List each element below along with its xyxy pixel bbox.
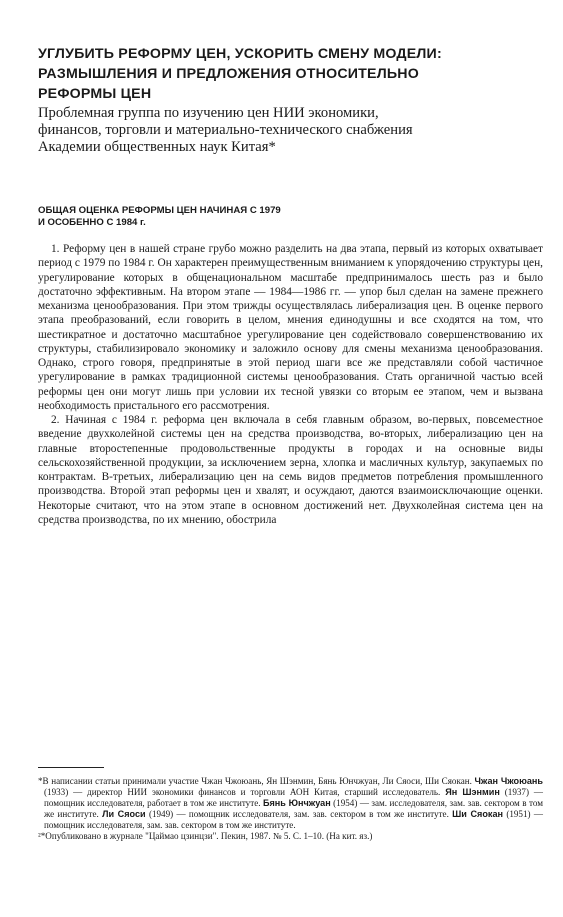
author-name: Чжан Чжоюань xyxy=(474,776,543,786)
title-line: РЕФОРМЫ ЦЕН xyxy=(38,86,152,102)
affiliation-line: Проблемная группа по изучению цен НИИ экономики, xyxy=(38,105,379,121)
footnote-divider xyxy=(38,767,104,768)
title-line: РАЗМЫШЛЕНИЯ И ПРЕДЛОЖЕНИЯ ОТНОСИТЕЛЬНО xyxy=(38,66,419,82)
article-title xyxy=(38,44,543,104)
section-heading-line: ОБЩАЯ ОЦЕНКА РЕФОРМЫ ЦЕН НАЧИНАЯ С 1979 xyxy=(38,205,281,216)
section-heading-line: И ОСОБЕННО С 1984 г. xyxy=(38,217,146,228)
footnote: ²*Опубликовано в журнале "Цаймао цзинцзи". Пекин, 1987. № 5. С. 1–10. (На кит. яз.) xyxy=(38,831,373,842)
title-line: УГЛУБИТЬ РЕФОРМУ ЦЕН, УСКОРИТЬ СМЕНУ МОДЕЛИ: xyxy=(38,46,442,62)
author-name: Ли Сяоси xyxy=(102,809,146,820)
body-text xyxy=(38,242,543,527)
section-heading xyxy=(38,205,543,229)
author-affiliation xyxy=(38,105,543,156)
paragraph: 1. Реформу цен в нашей стране грубо можно разделить на два этапа, первый из которых охватывает период с 1979 по 1984 г. Он характерен преимущественным вниманием к упорядочению структуры цен, урегулирование которых в общенациональном масштабе предпринималось шесть раз и было достаточно эффективным. На втором этапе — 1984—1986 гг. — упор был сделан на замене прежнего механизма ценообразования. При этом трижды осуществлялась либерализация цен. В оценке первого этапа преобразований, если говорить в целом, мнения единодушны и все сходятся на том, что шестикратное и достаточно масштабное урегулирование цен содействовало совершенствованию их структуры, стабилизировало экономику и заложило основу для смены механизма ценообразования. Однако, строго говоря, предпринятые в этой период шаги все же представляли собой частичное урегулирование в рамках традиционной системы ценообразования. Стать органичной частью всей реформы цен они могут лишь при условии их тесной увязки со вторым ее этапом, чем и вызвана необходимость пристального его рассмотрения. xyxy=(38,243,543,412)
footnotes xyxy=(38,776,543,843)
affiliation-line: финансов, торговли и материально-технического снабжения xyxy=(38,122,413,138)
paragraph: 2. Начиная с 1984 г. реформа цен включала в себя главным образом, во-первых, повсеместное введение двухколейной системы цен на средства производства, во-вторых, либерализацию цен на главные второстепенные продовольственные продукты в городах и на основные виды сельскохозяйственной продукции, за исключением зерна, хлопка и масличных культур, закупаемых по контрактам. В-третьих, либерализацию цен на семь видов предметов потребления промышленного производства. Второй этап реформы цен и хвалят, и осуждают, даются взаимоисключающие оценки. Некоторые считают, что на этом этапе в основном достижений нет. Двухколейная система цен на средства производства, по их мнению, обострила xyxy=(38,414,543,526)
author-name: Ян Шэнмин xyxy=(445,787,500,798)
author-name: Ши Сяокан xyxy=(452,809,503,820)
author-name: Бянь Юнчжуан xyxy=(262,798,331,809)
affiliation-line: Академии общественных наук Китая* xyxy=(38,139,276,155)
footnote: *В написании статьи принимали участие Чжан Чжоюань, Ян Шэнмин, Бянь Юнчжуан, Ли Сяоси, Ши Сяокан. Чжан Чжоюань (1933) — директор НИИ экономики финансов и торговли АОН Китая, старший исследователь. Ян Шэнмин (1937) — помощник исследователя, работает в том же институте. Бянь Юнчжуан (1954) — зам. исследователя, зам. зав. сектором в том же институте. Ли Сяоси (1949) — помощник исследователя, зам. зав. сектором в том же институте. Ши Сяокан (1951) — помощник исследователя, зам. зав. сектором в том же институте. xyxy=(38,776,543,831)
